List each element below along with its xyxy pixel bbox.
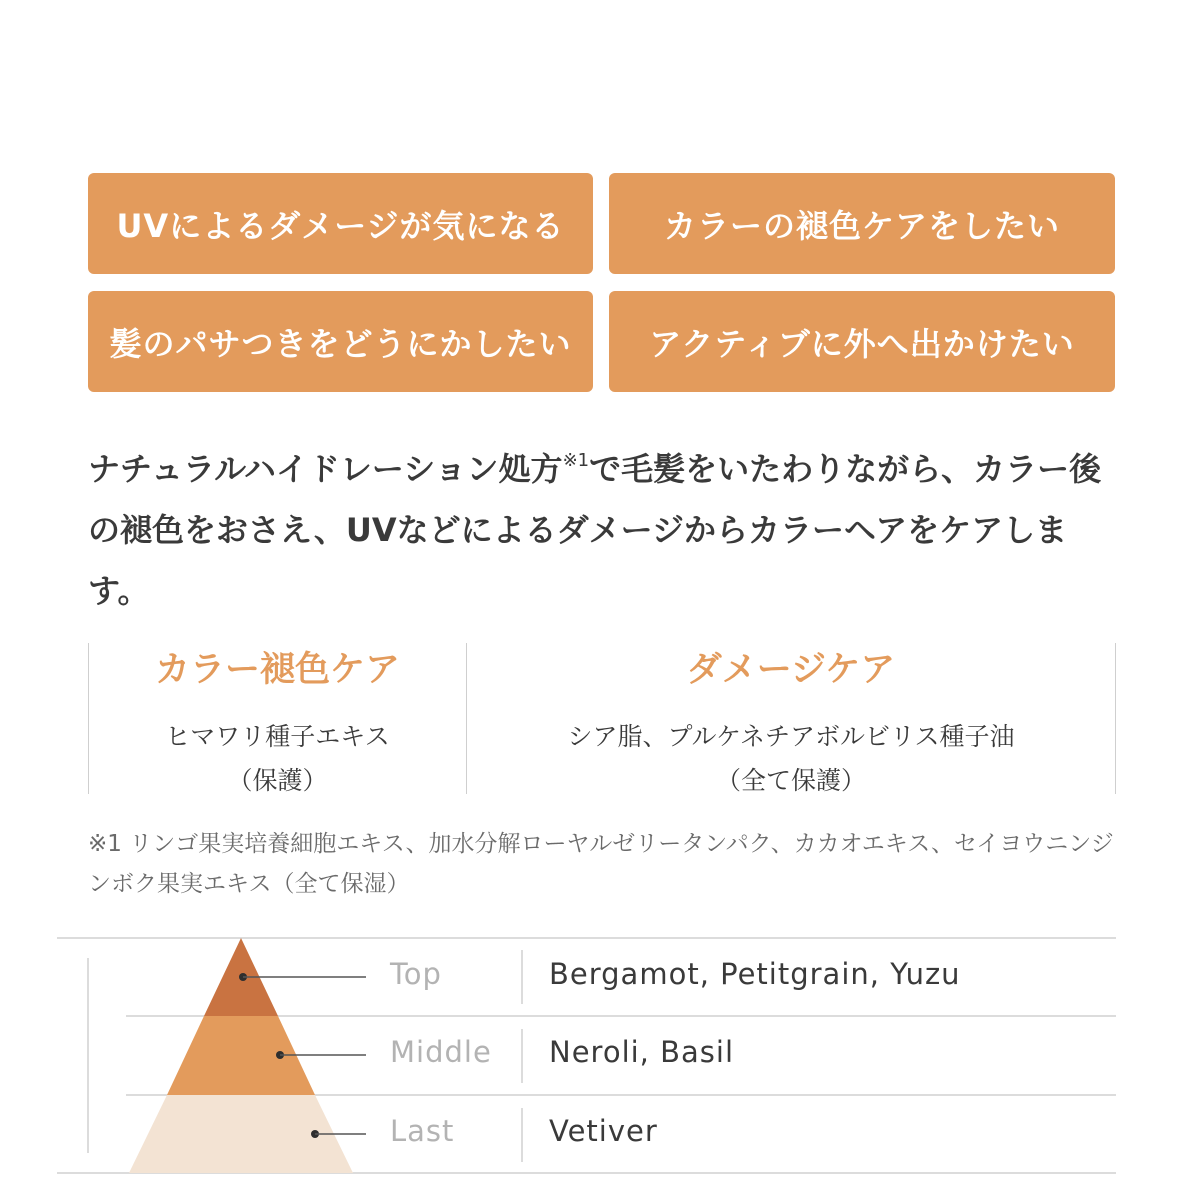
concern-tag-uv: UVによるダメージが気になる [88,173,593,274]
note-label-top: Top [390,957,442,991]
note-label-middle: Middle [390,1035,492,1069]
lead-text-part2: で毛髪をいたわりながら、カラー後の褪色をおさえ、UVなどによるダメージからカラーヘアをケアします。 [88,450,1102,610]
care-ingredient-damage: シア脂、プルケネチアボルビリス種子油 [567,722,1015,751]
note-value-last: Vetiver [549,1114,658,1148]
concern-tag-active: アクティブに外へ出かけたい [609,291,1115,392]
lead-text-part1: ナチュラルハイドレーション処方 [88,450,563,488]
concern-tag-color-fade: カラーの褪色ケアをしたい [609,173,1115,274]
care-title-damage: ダメージケア [686,650,896,690]
care-ingredient-color: ヒマワリ種子エキス [165,722,390,751]
care-effect-damage: （全て保護） [715,766,866,795]
note-label-last: Last [390,1114,455,1148]
footnote-mark: ※1 [562,450,590,471]
note-value-top: Bergamot, Petitgrain, Yuzu [549,957,961,991]
footnote-text: ※1 リンゴ果実培養細胞エキス、加水分解ローヤルゼリータンパク、カカオエキス、セイヨウニンジンボク果実エキス（全て保湿） [88,831,1114,897]
care-effect-color: （保護） [227,766,328,795]
concern-tag-dryness: 髪のパサつきをどうにかしたい [88,291,593,392]
note-value-middle: Neroli, Basil [549,1035,735,1069]
care-title-color: カラー褪色ケア [154,650,400,690]
